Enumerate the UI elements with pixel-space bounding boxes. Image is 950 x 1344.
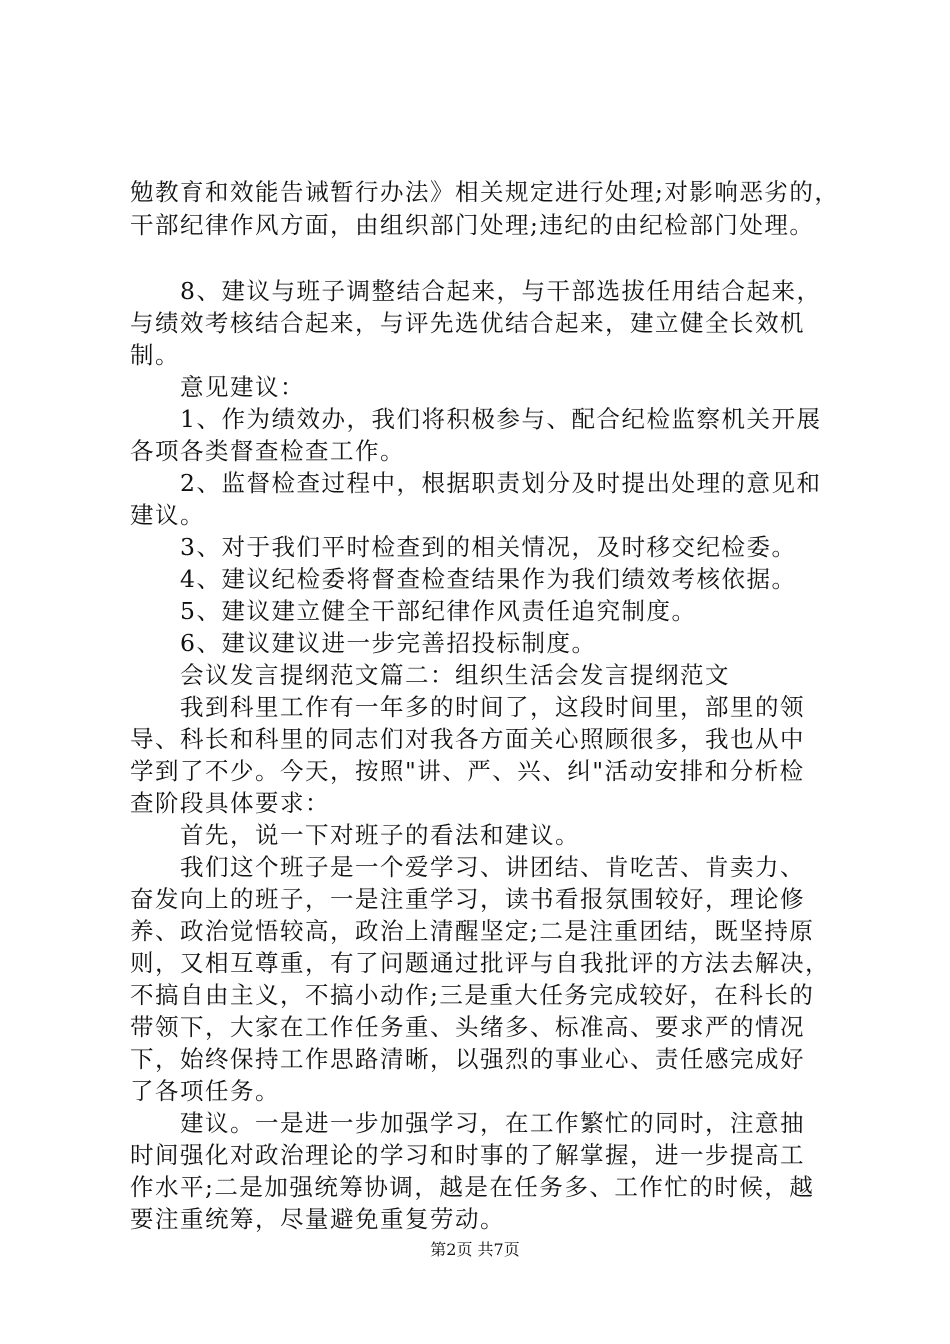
body-line: 学到了不少。今天，按照"讲、严、兴、纠"活动安排和分析检 xyxy=(130,757,805,785)
body-line: 我到科里工作有一年多的时间了，这段时间里，部里的领 xyxy=(130,693,805,721)
body-line: 首先，说一下对班子的看法和建议。 xyxy=(130,821,580,849)
section-heading: 会议发言提纲范文篇二：组织生活会发言提纲范文 xyxy=(130,661,730,689)
body-line: 6、建议建议进一步完善招投标制度。 xyxy=(130,629,597,657)
body-line: 勉教育和效能告诫暂行办法》相关规定进行处理;对影响恶劣的， xyxy=(130,178,840,206)
body-line: 查阶段具体要求： xyxy=(130,789,330,817)
body-line: 8、建议与班子调整结合起来，与干部选拔任用结合起来， xyxy=(130,277,822,305)
body-line: 5、建议建立健全干部纪律作风责任追究制度。 xyxy=(130,597,697,625)
body-line: 则，又相互尊重，有了问题通过批评与自我批评的方法去解决， xyxy=(130,949,830,977)
body-line: 下，始终保持工作思路清晰，以强烈的事业心、责任感完成好 xyxy=(130,1045,805,1073)
body-line: 1、作为绩效办，我们将积极参与、配合纪检监察机关开展 xyxy=(130,405,822,433)
body-line: 3、对于我们平时检查到的相关情况，及时移交纪检委。 xyxy=(130,533,797,561)
page-footer: 第2页 共7页 xyxy=(430,1240,520,1259)
body-line: 导、科长和科里的同志们对我各方面关心照顾很多，我也从中 xyxy=(130,725,805,753)
body-line: 干部纪律作风方面，由组织部门处理;违纪的由纪检部门处理。 xyxy=(130,211,815,239)
section-heading: 意见建议： xyxy=(130,373,305,401)
body-line: 要注重统筹，尽量避免重复劳动。 xyxy=(130,1205,505,1233)
body-line: 时间强化对政治理论的学习和时事的了解掌握，进一步提高工 xyxy=(130,1141,805,1169)
body-line: 制。 xyxy=(130,341,180,369)
body-line: 作水平;二是加强统筹协调，越是在任务多、工作忙的时候，越 xyxy=(130,1173,815,1201)
body-line: 4、建议纪检委将督查检查结果作为我们绩效考核依据。 xyxy=(130,565,797,593)
body-line: 养、政治觉悟较高，政治上清醒坚定;二是注重团结，既坚持原 xyxy=(130,917,815,945)
body-line: 建议。 xyxy=(130,501,205,529)
body-line: 建议。一是进一步加强学习，在工作繁忙的同时，注意抽 xyxy=(130,1109,805,1137)
body-line: 了各项任务。 xyxy=(130,1077,280,1105)
body-line: 与绩效考核结合起来，与评先选优结合起来，建立健全长效机 xyxy=(130,309,805,337)
body-line: 带领下，大家在工作任务重、头绪多、标准高、要求严的情况 xyxy=(130,1013,805,1041)
body-line: 我们这个班子是一个爱学习、讲团结、肯吃苦、肯卖力、 xyxy=(130,853,805,881)
body-line: 不搞自由主义，不搞小动作;三是重大任务完成较好，在科长的 xyxy=(130,981,815,1009)
body-line: 各项各类督查检查工作。 xyxy=(130,437,405,465)
body-line: 2、监督检查过程中，根据职责划分及时提出处理的意见和 xyxy=(130,469,822,497)
body-line: 奋发向上的班子，一是注重学习，读书看报氛围较好，理论修 xyxy=(130,885,805,913)
